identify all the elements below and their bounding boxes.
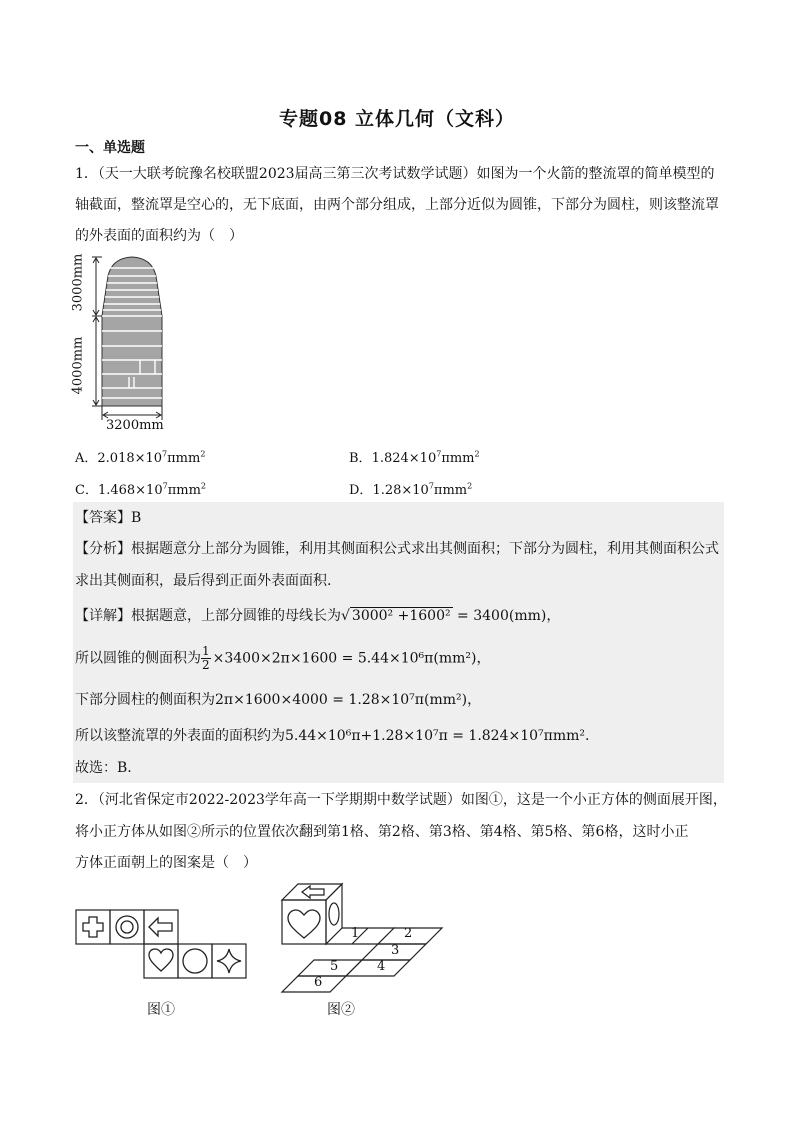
grid-cell-3: 3 bbox=[391, 943, 400, 958]
grid-cell-2: 2 bbox=[404, 926, 413, 941]
answer-value: B bbox=[131, 510, 142, 526]
option-d-letter: D． bbox=[349, 483, 373, 498]
detail-expr-2: ×3400×2π×1600 = 5.44×10⁶π(mm²)， bbox=[212, 650, 491, 667]
cube-net-figure bbox=[74, 908, 254, 983]
q1-option-a[interactable] bbox=[75, 447, 205, 466]
fairing-width-label: 3200mm bbox=[106, 418, 164, 433]
grid-cell-6: 6 bbox=[314, 975, 323, 990]
q1-stem-line-1: 1．（天一大联考皖豫名校联盟2023届高三第三次考试数学试题）如图为一个火箭的整流罩的简单模型的 bbox=[75, 166, 715, 182]
arrow-left-icon bbox=[302, 886, 324, 898]
heart-icon bbox=[288, 910, 320, 938]
detail-expr-4: 5.44×10⁶π+1.28×10⁷π = 1.824×10⁷πmm². bbox=[285, 728, 590, 744]
answer-line bbox=[75, 508, 141, 528]
option-b-value: 1.824×10 bbox=[371, 451, 437, 466]
q1-option-b[interactable] bbox=[349, 447, 480, 466]
q1-option-d[interactable] bbox=[349, 479, 472, 498]
option-c-unit: πmm bbox=[167, 483, 201, 498]
page-title: 专题08 立体几何（文科） bbox=[278, 108, 516, 130]
detail-conclusion: 故选：B. bbox=[75, 760, 132, 776]
cube-grid-figure bbox=[278, 880, 448, 995]
detail-text-4: 所以该整流罩的外表面的面积约为 bbox=[75, 728, 285, 744]
option-d-exp: 7 bbox=[428, 481, 434, 491]
q1-option-c[interactable] bbox=[75, 479, 206, 498]
analysis-tag: 【分析】 bbox=[75, 541, 131, 557]
detail-text-2: 所以圆锥的侧面积为 bbox=[75, 650, 201, 667]
option-c-unit-exp: 2 bbox=[200, 481, 206, 491]
sqrt-sign: √ bbox=[341, 608, 350, 624]
q2-stem-line-3: 方体正面朝上的图案是（ ） bbox=[75, 855, 257, 871]
detail-text-1: 根据题意，上部分圆锥的母线长为 bbox=[131, 608, 341, 624]
option-a-unit-exp: 2 bbox=[200, 449, 206, 459]
sqrt-expression: 3000² +1600² bbox=[351, 608, 451, 624]
option-d-unit: πmm bbox=[433, 483, 468, 498]
option-a-letter: A． bbox=[75, 451, 98, 466]
option-d-value: 1.28×10 bbox=[372, 483, 429, 498]
fraction-denominator: 2 bbox=[202, 658, 210, 672]
grid-cell-4: 4 bbox=[377, 959, 386, 974]
target-icon bbox=[116, 916, 138, 938]
option-c-letter: C． bbox=[75, 483, 98, 498]
option-a-value: 2.018×10 bbox=[97, 451, 163, 466]
heart-icon bbox=[149, 949, 173, 971]
option-d-unit-exp: 2 bbox=[467, 481, 473, 491]
q2-stem-line-1: 2．（河北省保定市2022-2023学年高一下学期期中数学试题）如图①，这是一个小正方体的侧面展开图， bbox=[75, 792, 727, 808]
fairing-height-top-label: 3000mm bbox=[70, 253, 86, 312]
detail-expr-3: 2π×1600×4000 = 1.28×10⁷π(mm²)， bbox=[215, 692, 482, 708]
option-a-exp: 7 bbox=[162, 449, 168, 459]
detail-line-1 bbox=[75, 606, 560, 626]
option-b-exp: 7 bbox=[436, 449, 442, 459]
answer-tag: 【答案】 bbox=[75, 510, 131, 526]
circle-icon bbox=[329, 903, 339, 925]
q1-stem-line-3: 的外表面的面积约为（ ） bbox=[75, 228, 243, 244]
option-c-value: 1.468×10 bbox=[97, 483, 163, 498]
q1-stem-line-2: 轴截面，整流罩是空心的，无下底面，由两个部分组成，上部分近似为圆锥，下部分为圆柱，则该整流罩 bbox=[75, 197, 719, 213]
option-b-letter: B． bbox=[349, 451, 372, 466]
detail-tag: 【详解】 bbox=[75, 608, 131, 624]
star-icon bbox=[217, 949, 241, 973]
circle-icon bbox=[183, 949, 207, 973]
arrow-left-icon bbox=[149, 918, 172, 936]
analysis-line-2: 求出其侧面积，最后得到正面外表面面积. bbox=[75, 573, 332, 589]
detail-text-3: 下部分圆柱的侧面积为 bbox=[75, 692, 215, 708]
option-a-unit: πmm bbox=[167, 451, 201, 466]
fraction-numerator: 1 bbox=[202, 644, 210, 658]
fraction-half bbox=[201, 645, 211, 672]
detail-line-2 bbox=[75, 645, 490, 672]
detail-line-3 bbox=[75, 690, 481, 710]
grid-cell-1: 1 bbox=[351, 926, 360, 941]
grid-cell-5: 5 bbox=[330, 959, 339, 974]
section-heading: 一、单选题 bbox=[75, 140, 145, 156]
option-b-unit: πmm bbox=[441, 451, 475, 466]
option-c-exp: 7 bbox=[162, 481, 168, 491]
figure-1-caption: 图① bbox=[147, 1002, 175, 1018]
detail-result-1: = 3400(mm)， bbox=[452, 608, 561, 624]
option-b-unit-exp: 2 bbox=[474, 449, 480, 459]
analysis-line-1 bbox=[75, 539, 719, 559]
figure-2-caption: 图② bbox=[327, 1002, 355, 1018]
analysis-text-1: 根据题意分上部分为圆锥，利用其侧面积公式求出其侧面积；下部分为圆柱，利用其侧面积公式 bbox=[131, 541, 719, 557]
fairing-height-bottom-label: 4000mm bbox=[70, 336, 86, 395]
cross-icon bbox=[83, 917, 103, 937]
q2-stem-line-2: 将小正方体从如图②所示的位置依次翻到第1格、第2格、第3格、第4格、第5格、第6格，这时小正 bbox=[75, 824, 689, 840]
detail-line-4 bbox=[75, 726, 589, 746]
